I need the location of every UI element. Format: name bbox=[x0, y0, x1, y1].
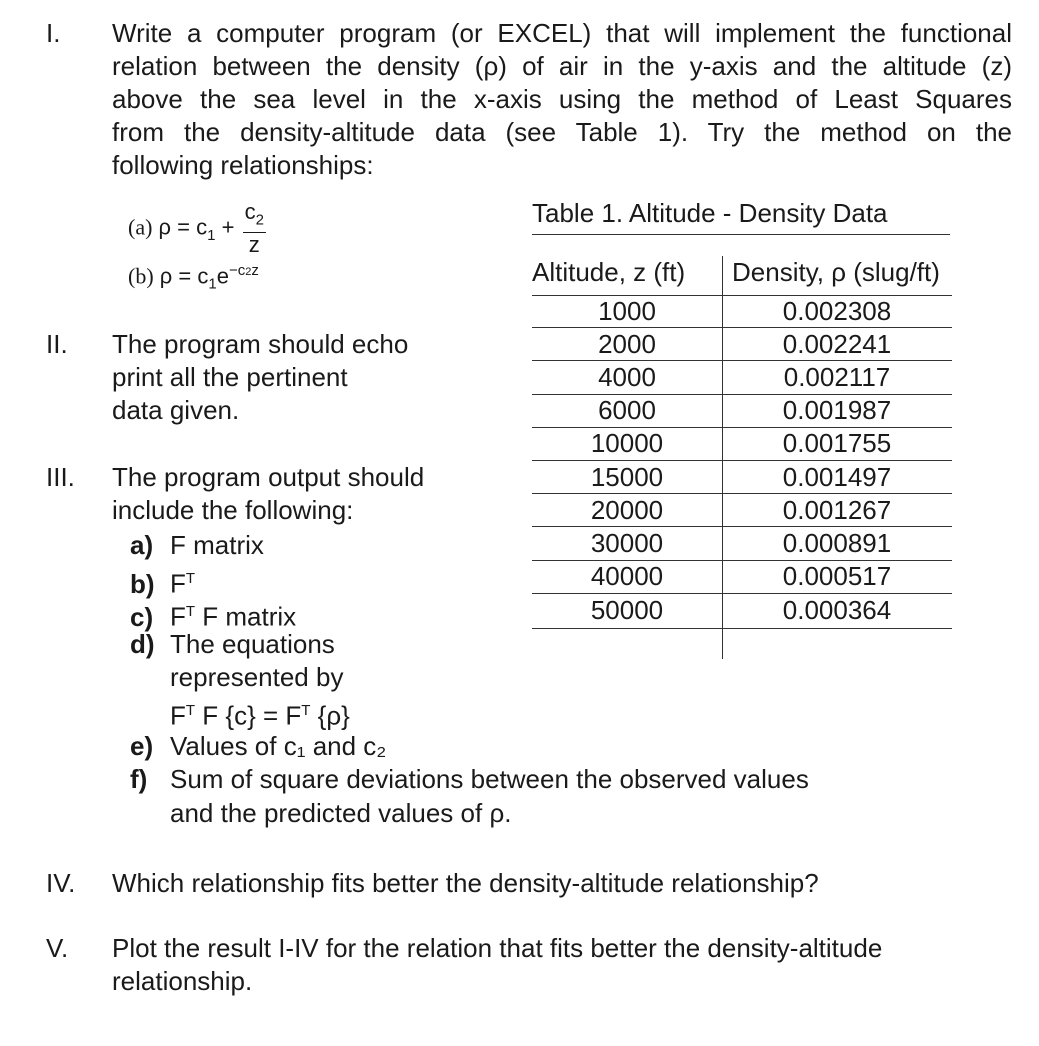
formula-b bbox=[128, 258, 259, 298]
formula-b-exponent-z: z bbox=[251, 262, 259, 279]
output-item-c-label: c) bbox=[130, 601, 154, 632]
table-header-density: Density, ρ (slug/ft) bbox=[732, 257, 940, 287]
section-number-3: III. bbox=[46, 462, 75, 492]
output-item-d-label: d) bbox=[130, 629, 155, 659]
output-item-d bbox=[130, 628, 335, 661]
section-1-text bbox=[112, 17, 1012, 182]
equation-t1: T bbox=[185, 702, 196, 719]
section-1-line: Write a computer program (or EXCEL) that will implement the functional bbox=[112, 18, 1012, 48]
output-item-c-post: F matrix bbox=[195, 601, 297, 632]
table-cell-density: 0.001497 bbox=[782, 462, 892, 492]
output-item-c-sup: T bbox=[185, 603, 196, 620]
formula-a-numerator: c bbox=[244, 199, 256, 224]
output-item-c-pre: F bbox=[170, 601, 186, 632]
output-item-b-text: F bbox=[170, 568, 186, 599]
formula-b-exponent-sub: 2 bbox=[245, 266, 252, 278]
section-number-1: I. bbox=[46, 18, 61, 48]
section-3-line: include the following: bbox=[112, 495, 354, 525]
formula-b-label: (b) bbox=[128, 263, 154, 289]
equation-end: {ρ} bbox=[310, 700, 350, 731]
section-1-line: above the sea level in the x-axis using the method of Least Squares bbox=[112, 84, 1012, 114]
table-cell-altitude: 30000 bbox=[590, 528, 664, 558]
output-item-d-equation bbox=[170, 694, 350, 733]
formula-a-plus: + bbox=[215, 214, 241, 240]
table-cell-density: 0.001987 bbox=[782, 395, 892, 425]
formula-a-lhs: ρ = c bbox=[158, 214, 208, 240]
output-item-d-line2: represented by bbox=[170, 662, 344, 692]
table-cell-density: 0.002241 bbox=[782, 329, 892, 359]
table-cell-density: 0.002308 bbox=[782, 296, 892, 326]
formula-b-exponent: −c bbox=[228, 262, 246, 279]
table-cell-altitude: 15000 bbox=[590, 462, 664, 492]
table-cell-altitude: 20000 bbox=[590, 495, 664, 525]
formula-a-denominator: z bbox=[248, 232, 260, 258]
table-cell-altitude: 6000 bbox=[598, 395, 656, 425]
section-5-line2: relationship. bbox=[112, 966, 253, 996]
output-item-e bbox=[130, 730, 386, 763]
output-item-f-line1: Sum of square deviations between the observed values bbox=[170, 764, 809, 794]
table-cell-altitude: 40000 bbox=[590, 561, 664, 591]
formula-b-sub: 1 bbox=[208, 275, 217, 293]
output-item-b-label: b) bbox=[130, 568, 155, 599]
output-item-a bbox=[130, 529, 264, 562]
equation-mid: F {c} = F bbox=[195, 700, 302, 731]
equation-f: F bbox=[170, 700, 186, 731]
table-cell-density: 0.000364 bbox=[782, 595, 892, 625]
section-1-line: relation between the density (ρ) of air in the y-axis and the altitude (z) bbox=[112, 51, 1012, 81]
caption-underline bbox=[532, 234, 950, 235]
table-header-altitude: Altitude, z (ft) bbox=[532, 257, 686, 287]
section-2-line: The program should echo bbox=[112, 329, 409, 359]
table-cell-altitude: 10000 bbox=[590, 428, 664, 458]
output-item-f bbox=[130, 763, 809, 796]
equation-t2: T bbox=[301, 702, 311, 719]
section-2-text bbox=[112, 328, 512, 427]
formula-a-fraction bbox=[243, 200, 266, 257]
section-2-line: data given. bbox=[112, 395, 240, 425]
output-item-f-label: f) bbox=[130, 764, 148, 794]
formula-a-numerator-sub: 2 bbox=[255, 211, 264, 229]
section-5-line1: Plot the result I-IV for the relation that fits better the density-altitude bbox=[112, 933, 883, 963]
section-2-line: print all the pertinent bbox=[112, 362, 348, 392]
formula-b-e: e bbox=[216, 263, 229, 289]
table-cell-altitude: 4000 bbox=[598, 362, 656, 392]
table-caption: Table 1. Altitude - Density Data bbox=[532, 198, 888, 228]
section-1-line: following relationships: bbox=[112, 150, 374, 180]
formula-b-lhs: ρ = c bbox=[159, 263, 209, 289]
formula-a bbox=[128, 200, 266, 257]
table-cell-density: 0.001267 bbox=[782, 495, 892, 525]
output-item-e-text: Values of c₁ and c₂ bbox=[170, 731, 387, 761]
section-3-line: The program output should bbox=[112, 462, 425, 492]
table-cell-density: 0.000891 bbox=[782, 528, 892, 558]
section-4-text: Which relationship fits better the density-altitude relationship? bbox=[112, 868, 819, 898]
output-item-a-text: F matrix bbox=[170, 530, 264, 560]
section-3-text bbox=[112, 461, 512, 527]
output-item-a-label: a) bbox=[130, 530, 154, 560]
table-cell-density: 0.001755 bbox=[782, 428, 892, 458]
section-number-4: IV. bbox=[46, 868, 76, 898]
output-item-f-line2: and the predicted values of ρ. bbox=[170, 798, 512, 828]
table-row-rule bbox=[532, 628, 952, 629]
formula-a-sub: 1 bbox=[207, 226, 216, 244]
table-cell-altitude: 50000 bbox=[590, 595, 664, 625]
output-item-e-label: e) bbox=[130, 731, 154, 761]
table-cell-density: 0.002117 bbox=[783, 362, 891, 392]
output-item-d-line1: The equations bbox=[170, 629, 335, 659]
section-1-line: from the density-altitude data (see Table 1). Try the method on the bbox=[112, 117, 1012, 147]
table-cell-altitude: 2000 bbox=[598, 329, 656, 359]
table-cell-altitude: 1000 bbox=[598, 296, 656, 326]
formula-a-label: (a) bbox=[128, 214, 153, 240]
section-number-5: V. bbox=[46, 933, 69, 963]
output-item-b-sup: T bbox=[185, 570, 196, 587]
table-cell-density: 0.000517 bbox=[782, 561, 892, 591]
section-number-2: II. bbox=[46, 329, 68, 359]
